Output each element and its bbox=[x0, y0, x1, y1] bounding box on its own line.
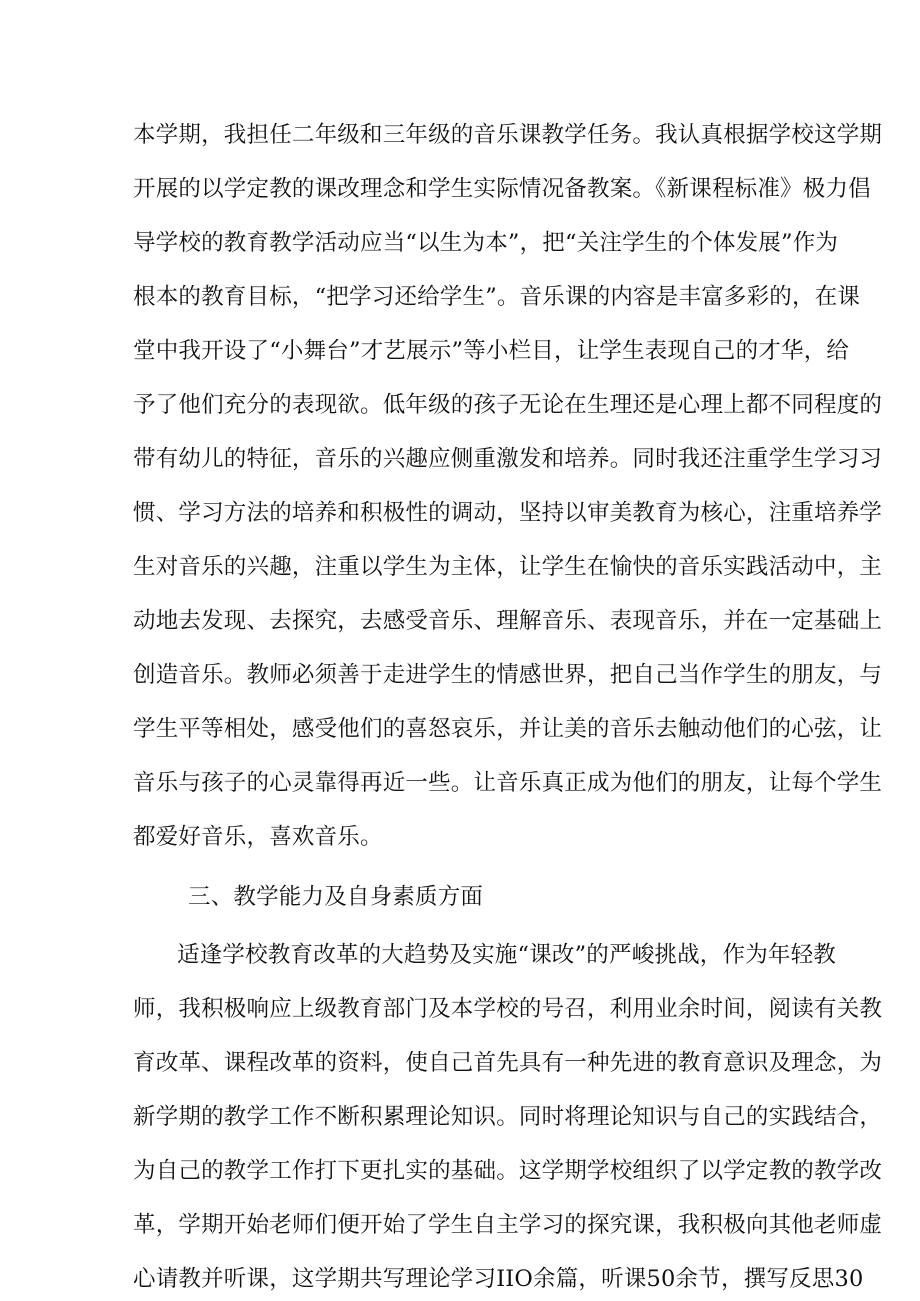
paragraph-1-line-1: 本学期，我担任二年级和三年级的音乐课教学任务。我认真根据学校这学期 bbox=[133, 122, 883, 148]
paragraph-1-line-12: 学生平等相处，感受他们的喜怒哀乐，并让美的音乐去触动他们的心弦，让 bbox=[133, 716, 883, 742]
paragraph-1-line-6: 予了他们充分的表现欲。低年级的孩子无论在生理还是心理上都不同程度的 bbox=[133, 392, 883, 418]
paragraph-2-line-7: 心请教并听课，这学期共写理论学习IIO余篇，听课50余节，撰写反思30 bbox=[133, 1266, 864, 1292]
paragraph-2-line-5: 为自己的教学工作打下更扎实的基础。这学期学校组织了以学定教的教学改 bbox=[133, 1158, 883, 1184]
paragraph-1-line-7: 带有幼儿的特征，音乐的兴趣应侧重激发和培养。同时我还注重学生学习习 bbox=[133, 446, 883, 472]
paragraph-1-line-13: 音乐与孩子的心灵靠得再近一些。让音乐真正成为他们的朋友，让每个学生 bbox=[133, 770, 883, 796]
paragraph-2-line-2: 师，我积极响应上级教育部门及本学校的号召，利用业余时间，阅读有关教 bbox=[133, 996, 883, 1022]
paragraph-1-line-14: 都爱好音乐，喜欢音乐。 bbox=[133, 824, 383, 850]
paragraph-2-line-4: 新学期的教学工作不断积累理论知识。同时将理论知识与自己的实践结合， bbox=[133, 1104, 883, 1130]
paragraph-1-line-10: 动地去发现、去探究，去感受音乐、理解音乐、表现音乐，并在一定基础上 bbox=[133, 608, 883, 634]
paragraph-1-line-11: 创造音乐。教师必须善于走进学生的情感世界，把自己当作学生的朋友，与 bbox=[133, 662, 883, 688]
paragraph-1-line-9: 生对音乐的兴趣，注重以学生为主体，让学生在愉快的音乐实践活动中，主 bbox=[133, 554, 883, 580]
paragraph-1-line-8: 惯、学习方法的培养和积极性的调动，坚持以审美教育为核心，注重培养学 bbox=[133, 500, 883, 526]
paragraph-2-line-6: 革，学期开始老师们便开始了学生自主学习的探究课，我积极向其他老师虚 bbox=[133, 1212, 883, 1238]
paragraph-1-line-4: 根本的教育目标，“把学习还给学生”。音乐课的内容是丰富多彩的，在课 bbox=[133, 284, 861, 310]
paragraph-2-line-3: 育改革、课程改革的资料，使自己首先具有一种先进的教育意识及理念，为 bbox=[133, 1050, 883, 1076]
paragraph-1-line-3: 导学校的教育教学活动应当“以生为本”，把“关注学生的个体发展”作为 bbox=[133, 230, 839, 256]
paragraph-2-line-1: 适逢学校教育改革的大趋势及实施“课改”的严峻挑战，作为年轻教 bbox=[177, 942, 837, 968]
paragraph-1-line-2: 开展的以学定教的课改理念和学生实际情况备教案。《新课程标准》极力倡 bbox=[133, 176, 871, 202]
paragraph-1-line-5: 堂中我开设了“小舞台”才艺展示”等小栏目，让学生表现自己的才华，给 bbox=[133, 338, 850, 364]
section-heading: 三、教学能力及自身素质方面 bbox=[188, 884, 484, 910]
